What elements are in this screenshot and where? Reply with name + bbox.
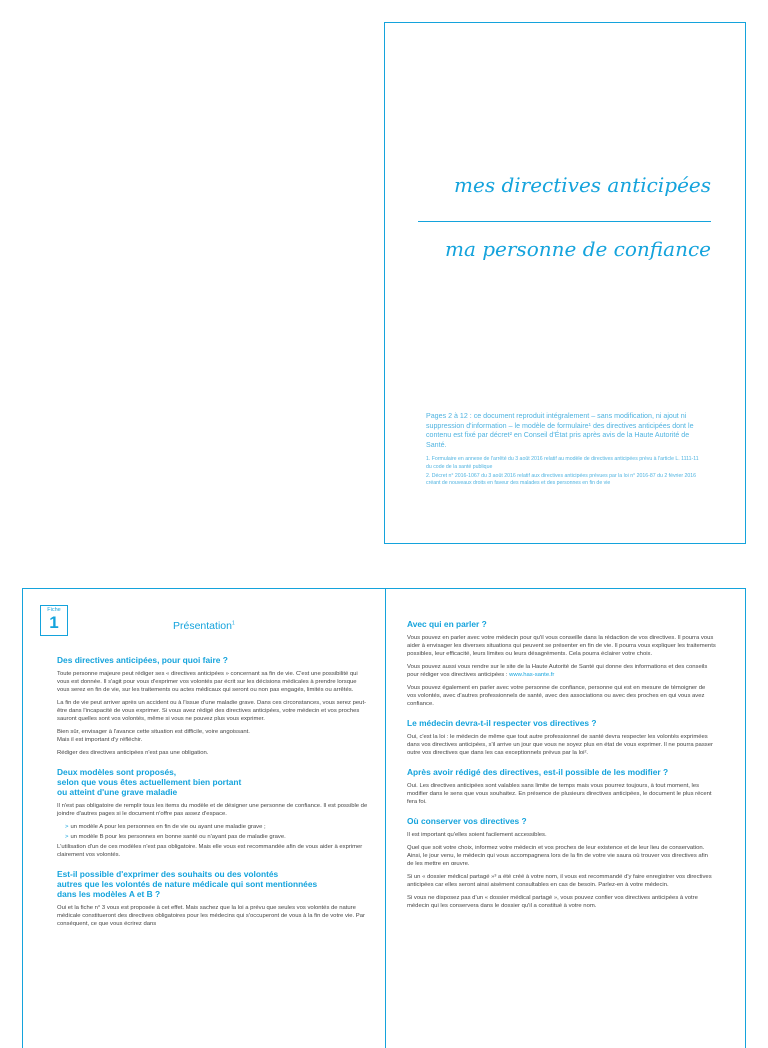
section-heading: Le médecin devra-t-il respecter vos directives ? [407,718,597,728]
paragraph [57,728,369,744]
fiche-label: Fiche [47,607,61,613]
heading-line: dans les modèles A et B ? [57,889,161,899]
heading-line: Est-il possible d'exprimer des souhaits ou des volontés [57,869,279,879]
paragraph: Oui. Les directives anticipées sont valables sans limite de temps mais vous pourrez toujours, à tout moment, les modifier dans le sens que vous souhaitez. En présence de plusieurs directives anticipées, le document le plus récent fera foi. [407,783,712,805]
list-item [65,833,369,841]
paragraph: Il n'est pas obligatoire de remplir tous les items du modèle et de désigner une personne de confiance. Il est possible de joindre d'autres pages si le document n'offre pas assez d'espace. [57,803,368,817]
paragraph: Vous pouvez également en parler avec votre personne de confiance, personne qui est en mesure de témoigner de vos volontés, avec d'autres professionnels de santé, avec des associations ou avec des proches en qui vous avez confiance. [407,685,706,707]
section-avec-qui [407,619,716,708]
paragraph [407,663,716,679]
section-heading: Après avoir rédigé des directives, est-il possible de les modifier ? [407,767,669,777]
fiche-title [173,620,235,632]
paragraph: Oui et la fiche n° 3 vous est proposée à cet effet. Mais sachez que la loi a prévu que seules vos volontés de nature médicale constitueront des directives obligatoires pour les médecins qui s'occuperont de vous à la fin de votre vie. Par conséquent, ce que vous écrirez dans [57,905,365,927]
section-heading: Où conserver vos directives ? [407,816,527,826]
cover-divider [418,221,711,222]
fiche-title-footnote: 1 [231,620,235,627]
list-item-text: un modèle B pour les personnes en bonne santé ou n'ayant pas de maladie grave. [70,834,286,840]
fiche-sheet [22,588,746,1048]
paragraph: Vous pouvez en parler avec votre médecin pour qu'il vous conseille dans la rédaction de vos directives. Il pourra vous aider à envisager les diverses situations qui peuvent se présenter en fin de vie. Il pourra vous expliquer les traitements possibles, leur efficacité, leurs limites ou leurs désagréments. Cela pourra éclairer votre choix. [407,635,716,657]
section-heading [57,767,369,797]
paragraph: La fin de vie peut arriver après un accident ou à l'issue d'une maladie grave. Dans ces circonstances, vous serez peut-être dans l'incapacité de vous exprimer. Si vous avez rédigé des directives anticipées, votre médecin et vos proches sauront quelles sont vos volontés, même si vous ne pouvez plus vous exprimer. [57,700,367,722]
paragraph: Toute personne majeure peut rédiger ses « directives anticipées » concernant sa fin de vie. C'est une possibilité qui vous est donnée. Il s'agit pour vous d'exprimer vos volontés par écrit sur les décisions médicales à prendre lorsque vous serez en fin de vie, sur les traitements ou actes médicaux qui seront ou non pas engagés, limités ou arrêtés. [57,671,358,693]
section-modifier [407,767,716,806]
section-respecter [407,718,716,757]
section-heading: Des directives anticipées, pour quoi faire ? [57,655,228,665]
paragraph: Si vous ne disposez pas d'un « dossier médical partagé », vous pouvez confier vos directives anticipées à votre médecin qui les conservera dans le dossier qu'il a constitué à votre nom. [407,895,698,909]
section-heading [57,869,369,899]
paragraph: Si un « dossier médical partagé »³ a été créé à votre nom, il vous est recommandé d'y faire enregistrer vos directives anticipées car elles seront ainsi aisément consultables en cas de besoin. Parlez-en à votre médecin. [407,874,712,888]
cover-note: Pages 2 à 12 : ce document reproduit intégralement – sans modification, ni ajout ni suppression d'information – le modèle de formulaire¹ des directives anticipées dont le contenu est fixé par décret² en Conseil d'État pris après avis de la Haute Autorité de Santé. [426,412,694,449]
paragraph: Rédiger des directives anticipées n'est pas une obligation. [57,750,209,756]
paragraph-line: Mais il est important d'y réfléchir. [57,737,143,743]
cover-notes [426,412,705,487]
heading-line: ou atteint d'une grave maladie [57,787,178,797]
paragraph: Quel que soit votre choix, informez votre médecin et vos proches de leur existence et de leur lieu de conservation. Ainsi, le jour venu, le médecin qui vous accompagnera lors de la fin de votre vie saura où trouver vos directives afin de les mettre en œuvre. [407,845,708,867]
fiche-title-text: Présentation [173,620,232,632]
section-souhaits [57,869,369,928]
heading-line: selon que vous êtes actuellement bien portant [57,777,242,787]
cover-title-directives: mes directives anticipées [454,173,711,197]
has-sante-link[interactable]: www.has-sante.fr [509,672,555,678]
paragraph-line: Bien sûr, envisager à l'avance cette situation est difficile, voire angoissant. [57,729,250,735]
section-heading: Avec qui en parler ? [407,619,487,629]
heading-line: Deux modèles sont proposés, [57,767,177,777]
list-item [65,823,369,831]
page-divider [385,589,386,1048]
section-pourquoi [57,655,369,757]
paragraph-text: Vous pouvez aussi vous rendre sur le site de la Haute Autorité de Santé qui donne des informations et des conseils pour rédiger vos directives anticipées : [407,664,708,678]
right-column [407,619,716,920]
paragraph: L'utilisation d'un de ces modèles n'est pas obligatoire. Mais elle vous est recommandée afin de vous aider à exprimer clairement vos volontés. [57,844,363,858]
cover-footnote-1: 1. Formulaire en annexe de l'arrêté du 3 août 2016 relatif au modèle de directives anticipées prévu à l'article L. 1111-11 du code de la santé publique [426,456,699,470]
section-modeles [57,767,369,859]
arrow-icon: > [65,824,69,830]
paragraph: Oui, c'est la loi : le médecin de même que tout autre professionnel de santé devra respecter les volontés exprimées dans vos directives anticipées, s'il arrive un jour que vous ne soyez plus en état de vous exprimer. Il ne pourra passer outre vos directives que dans les cas exceptionnels prévus par la loi². [407,734,713,756]
fiche-badge [40,605,68,636]
cover-title-confiance: ma personne de confiance [444,237,711,261]
section-conserver [407,816,716,910]
cover-footnote-2: 2. Décret n° 2016-1067 du 3 août 2016 relatif aux directives anticipées prévues par la loi n° 2016-87 du 2 février 2016 créant de nouveaux droits en faveur des malades et des personnes en fin de vie [426,472,697,486]
heading-line: autres que les volontés de nature médicale qui sont mentionnées [57,879,318,889]
fiche-number: 1 [49,613,59,632]
list-item-text: un modèle A pour les personnes en fin de vie ou ayant une maladie grave ; [70,824,266,830]
cover-page [384,22,746,544]
arrow-icon: > [65,834,69,840]
paragraph: Il est important qu'elles soient facilement accessibles. [407,832,547,838]
